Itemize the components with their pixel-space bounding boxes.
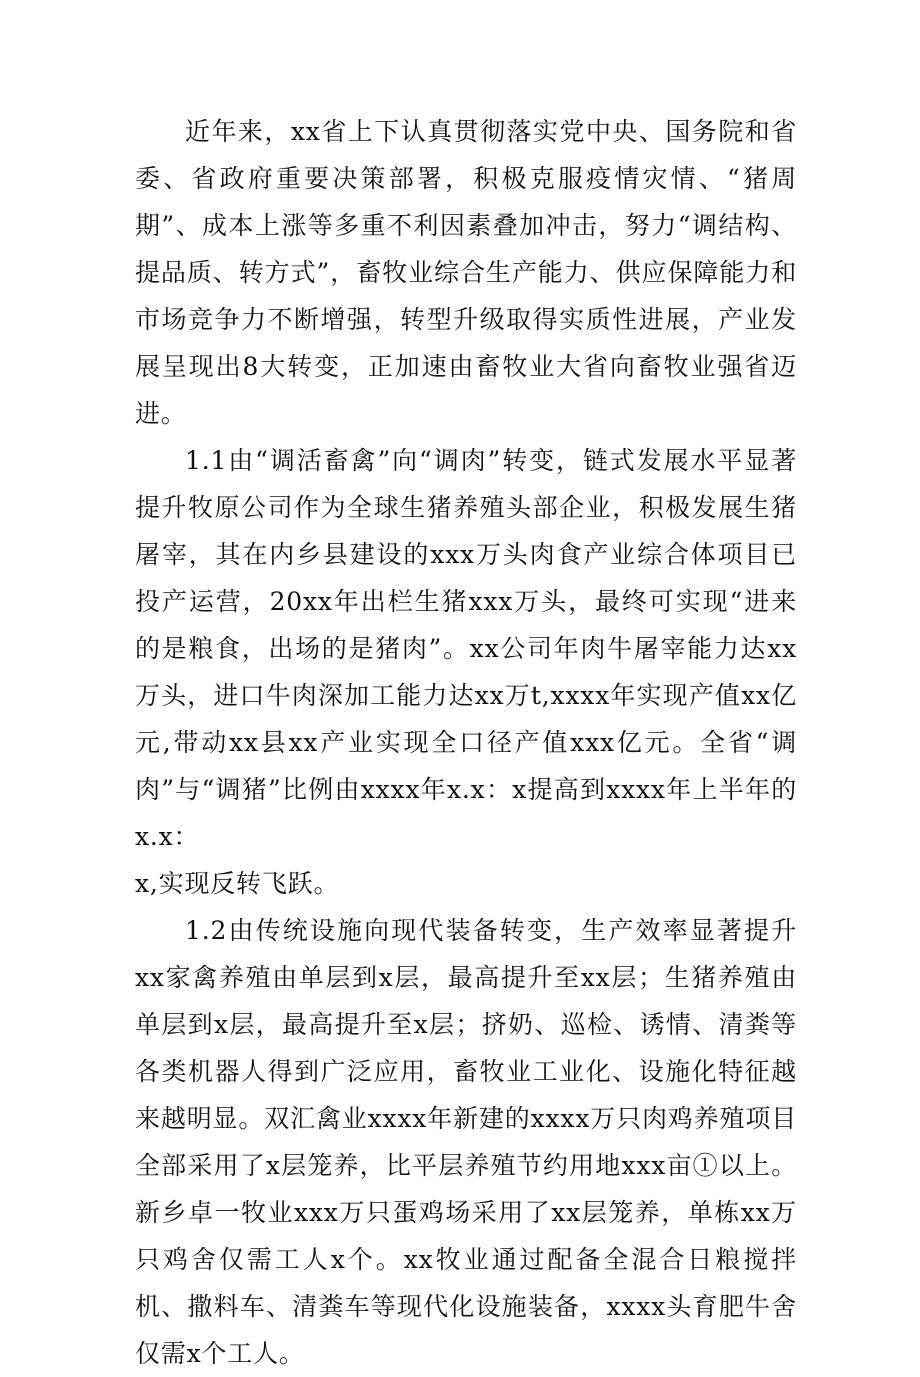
paragraph-section-1-1: 1.1由“调活畜禽”向“调肉”转变，链式发展水平显著提升牧原公司作为全球生猪养殖头部企业，积极发展生猪屠宰，其在内乡县建设的xxx万头肉食产业综合体项目已投产运营，20xx年出栏生猪xxx万头，最终可实现“进来的是粮食，出场的是猪肉”。xx公司年肉牛屠宰能力达xx万头，进口牛肉深加工能力达xx万t,xxxx年实现产值xx亿元,带动xx县xx产业实现全口径产值xxx亿元。全省“调肉”与“调猪”比例由xxxx年x.x：x提高到xxxx年上半年的x.x：	[135, 446, 797, 851]
paragraph-section-1-1-continued: x,实现反转飞跃。	[135, 869, 340, 898]
paragraph-section-1-2: 1.2由传统设施向现代装备转变，生产效率显著提升xx家禽养殖由单层到x层，最高提升至xx层；生猪养殖由单层到x层，最高提升至x层；挤奶、巡检、诱情、清粪等各类机器人得到广泛应用，畜牧业工业化、设施化特征越来越明显。双汇禽业xxxx年新建的xxxx万只肉鸡养殖项目全部采用了x层笼养，比平层养殖节约用地xxx亩①以上。新乡卓一牧业xxx万只蛋鸡场采用了xx层笼养，单栋xx万只鸡舍仅需工人x个。xx牧业通过配备全混合日粮搅拌机、撒料车、清粪车等现代化设施装备，xxxx头育肥牛舍仅需x个工人。	[135, 916, 797, 1368]
document-body	[135, 108, 797, 1377]
paragraph-intro: 近年来，xx省上下认真贯彻落实党中央、国务院和省委、省政府重要决策部署，积极克服疫情灾情、“猪周期”、成本上涨等多重不利因素叠加冲击，努力“调结构、提品质、转方式”，畜牧业综合生产能力、供应保障能力和市场竞争力不断增强，转型升级取得实质性进展，产业发展呈现出8大转变，正加速由畜牧业大省向畜牧业强省迈进。	[135, 117, 797, 428]
